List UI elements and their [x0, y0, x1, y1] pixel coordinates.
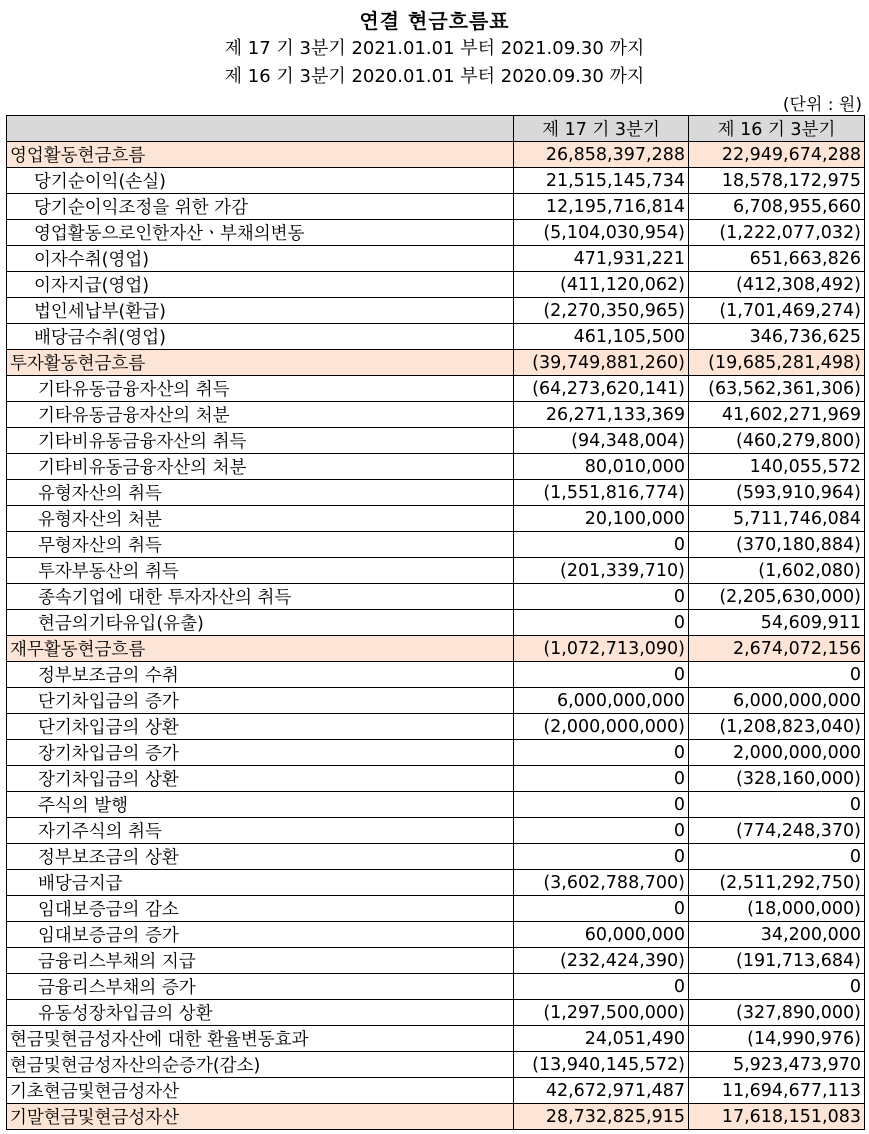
prior-period-value: 5,923,473,970 [689, 1052, 865, 1078]
current-period-value: (94,348,004) [514, 428, 689, 454]
table-row [7, 844, 865, 870]
row-label: 이자수취(영업) [7, 246, 514, 272]
prior-period-value: (327,890,000) [689, 1000, 865, 1026]
table-row [7, 974, 865, 1000]
table-row [7, 558, 865, 584]
table-row [7, 220, 865, 246]
unit-label: (단위 : 원) [782, 95, 862, 115]
header-account [7, 116, 514, 142]
current-period-value: 0 [514, 766, 689, 792]
statement-title: 연결 현금흐름표 [359, 9, 510, 33]
prior-period-value: 54,609,911 [689, 610, 865, 636]
current-period-value: 0 [514, 818, 689, 844]
current-period-value: 12,195,716,814 [514, 194, 689, 220]
prior-period-value: 6,000,000,000 [689, 688, 865, 714]
prior-period-value: (1,208,823,040) [689, 714, 865, 740]
header-row [7, 116, 865, 142]
current-period-value: 0 [514, 532, 689, 558]
header-prior-period: 제 16 기 3분기 [689, 116, 865, 142]
table-row [7, 792, 865, 818]
table-row [7, 896, 865, 922]
row-label: 투자부동산의 취득 [7, 558, 514, 584]
table-row [7, 714, 865, 740]
table-row [7, 1078, 865, 1104]
prior-period-value: 11,694,677,113 [689, 1078, 865, 1104]
prior-period-value: (2,511,292,750) [689, 870, 865, 896]
period-prior: 제 16 기 3분기 2020.01.01 부터 2020.09.30 까지 [224, 66, 645, 87]
row-label: 이자지급(영업) [7, 272, 514, 298]
prior-period-value: (412,308,492) [689, 272, 865, 298]
row-label: 배당금지급 [7, 870, 514, 896]
row-label: 기타유동금융자산의 취득 [7, 376, 514, 402]
row-label: 주식의 발행 [7, 792, 514, 818]
row-label: 단기차입금의 증가 [7, 688, 514, 714]
prior-period-value: 6,708,955,660 [689, 194, 865, 220]
prior-period-value: 17,618,151,083 [689, 1104, 865, 1130]
table-row [7, 246, 865, 272]
table-row [7, 376, 865, 402]
prior-period-value: 0 [689, 974, 865, 1000]
table-row [7, 610, 865, 636]
current-period-value: (64,273,620,141) [514, 376, 689, 402]
current-period-value: (1,072,713,090) [514, 636, 689, 662]
prior-period-value: 140,055,572 [689, 454, 865, 480]
current-period-value: 0 [514, 584, 689, 610]
table-row [7, 428, 865, 454]
row-label: 무형자산의 취득 [7, 532, 514, 558]
row-label: 장기차입금의 증가 [7, 740, 514, 766]
current-period-value: 0 [514, 792, 689, 818]
prior-period-value: (1,701,469,274) [689, 298, 865, 324]
table-row [7, 272, 865, 298]
current-period-value: 0 [514, 610, 689, 636]
row-label: 투자활동현금흐름 [7, 350, 514, 376]
prior-period-value: 22,949,674,288 [689, 142, 865, 168]
row-label: 현금및현금성자산에 대한 환율변동효과 [7, 1026, 514, 1052]
prior-period-value: 41,602,271,969 [689, 402, 865, 428]
table-row [7, 324, 865, 350]
prior-period-value: 2,000,000,000 [689, 740, 865, 766]
prior-period-value: (19,685,281,498) [689, 350, 865, 376]
current-period-value: (5,104,030,954) [514, 220, 689, 246]
row-label: 종속기업에 대한 투자자산의 취득 [7, 584, 514, 610]
table-row [7, 454, 865, 480]
prior-period-value: 0 [689, 662, 865, 688]
current-period-value: (411,120,062) [514, 272, 689, 298]
row-label: 기말현금및현금성자산 [7, 1104, 514, 1130]
table-row [7, 142, 865, 168]
current-period-value: 461,105,500 [514, 324, 689, 350]
table-row [7, 1104, 865, 1130]
table-row [7, 818, 865, 844]
row-label: 현금의기타유입(유출) [7, 610, 514, 636]
current-period-value: 471,931,221 [514, 246, 689, 272]
row-label: 당기순이익조정을 위한 가감 [7, 194, 514, 220]
table-row [7, 506, 865, 532]
table-row [7, 298, 865, 324]
prior-period-value: (460,279,800) [689, 428, 865, 454]
row-label: 정부보조금의 상환 [7, 844, 514, 870]
current-period-value: 26,858,397,288 [514, 142, 689, 168]
current-period-value: 0 [514, 740, 689, 766]
prior-period-value: (18,000,000) [689, 896, 865, 922]
table-row [7, 1000, 865, 1026]
prior-period-value: 0 [689, 844, 865, 870]
prior-period-value: 5,711,746,084 [689, 506, 865, 532]
table-row [7, 350, 865, 376]
row-label: 기타유동금융자산의 처분 [7, 402, 514, 428]
table-row [7, 870, 865, 896]
current-period-value: (2,000,000,000) [514, 714, 689, 740]
current-period-value: (3,602,788,700) [514, 870, 689, 896]
prior-period-value: 651,663,826 [689, 246, 865, 272]
prior-period-value: (1,222,077,032) [689, 220, 865, 246]
table-row [7, 766, 865, 792]
current-period-value: (1,551,816,774) [514, 480, 689, 506]
table-row [7, 1026, 865, 1052]
prior-period-value: 346,736,625 [689, 324, 865, 350]
row-label: 단기차입금의 상환 [7, 714, 514, 740]
current-period-value: 20,100,000 [514, 506, 689, 532]
current-period-value: 42,672,971,487 [514, 1078, 689, 1104]
table-body [7, 142, 865, 1130]
table-row [7, 402, 865, 428]
row-label: 자기주식의 취득 [7, 818, 514, 844]
current-period-value: 24,051,490 [514, 1026, 689, 1052]
row-label: 금융리스부채의 지급 [7, 948, 514, 974]
table-row [7, 662, 865, 688]
prior-period-value: (14,990,976) [689, 1026, 865, 1052]
prior-period-value: 2,674,072,156 [689, 636, 865, 662]
current-period-value: 0 [514, 844, 689, 870]
row-label: 유형자산의 취득 [7, 480, 514, 506]
current-period-value: 60,000,000 [514, 922, 689, 948]
table-row [7, 194, 865, 220]
table-row [7, 480, 865, 506]
current-period-value: 21,515,145,734 [514, 168, 689, 194]
prior-period-value: 0 [689, 792, 865, 818]
current-period-value: 26,271,133,369 [514, 402, 689, 428]
prior-period-value: (774,248,370) [689, 818, 865, 844]
row-label: 현금및현금성자산의순증가(감소) [7, 1052, 514, 1078]
table-row [7, 168, 865, 194]
table-row [7, 584, 865, 610]
row-label: 재무활동현금흐름 [7, 636, 514, 662]
current-period-value: (1,297,500,000) [514, 1000, 689, 1026]
current-period-value: 0 [514, 974, 689, 1000]
current-period-value: 0 [514, 662, 689, 688]
prior-period-value: 18,578,172,975 [689, 168, 865, 194]
current-period-value: 6,000,000,000 [514, 688, 689, 714]
table-row [7, 922, 865, 948]
table-row [7, 636, 865, 662]
row-label: 유형자산의 처분 [7, 506, 514, 532]
row-label: 금융리스부채의 증가 [7, 974, 514, 1000]
row-label: 임대보증금의 증가 [7, 922, 514, 948]
row-label: 기타비유동금융자산의 취득 [7, 428, 514, 454]
prior-period-value: (328,160,000) [689, 766, 865, 792]
table-row [7, 740, 865, 766]
row-label: 영업활동으로인한자산ㆍ부채의변동 [7, 220, 514, 246]
header-current-period: 제 17 기 3분기 [514, 116, 689, 142]
prior-period-value: (191,713,684) [689, 948, 865, 974]
prior-period-value: (593,910,964) [689, 480, 865, 506]
current-period-value: 80,010,000 [514, 454, 689, 480]
table-row [7, 1052, 865, 1078]
prior-period-value: (2,205,630,000) [689, 584, 865, 610]
cash-flow-table [6, 115, 865, 1130]
row-label: 장기차입금의 상환 [7, 766, 514, 792]
row-label: 기초현금및현금성자산 [7, 1078, 514, 1104]
current-period-value: (39,749,881,260) [514, 350, 689, 376]
prior-period-value: (63,562,361,306) [689, 376, 865, 402]
table-row [7, 948, 865, 974]
current-period-value: 0 [514, 896, 689, 922]
row-label: 영업활동현금흐름 [7, 142, 514, 168]
row-label: 유동성장차입금의 상환 [7, 1000, 514, 1026]
row-label: 당기순이익(손실) [7, 168, 514, 194]
table-row [7, 688, 865, 714]
row-label: 배당금수취(영업) [7, 324, 514, 350]
period-current: 제 17 기 3분기 2021.01.01 부터 2021.09.30 까지 [224, 38, 645, 59]
row-label: 법인세납부(환급) [7, 298, 514, 324]
current-period-value: (232,424,390) [514, 948, 689, 974]
prior-period-value: 34,200,000 [689, 922, 865, 948]
current-period-value: (13,940,145,572) [514, 1052, 689, 1078]
row-label: 임대보증금의 감소 [7, 896, 514, 922]
row-label: 기타비유동금융자산의 처분 [7, 454, 514, 480]
table-row [7, 532, 865, 558]
current-period-value: (2,270,350,965) [514, 298, 689, 324]
prior-period-value: (370,180,884) [689, 532, 865, 558]
prior-period-value: (1,602,080) [689, 558, 865, 584]
current-period-value: 28,732,825,915 [514, 1104, 689, 1130]
current-period-value: (201,339,710) [514, 558, 689, 584]
row-label: 정부보조금의 수취 [7, 662, 514, 688]
